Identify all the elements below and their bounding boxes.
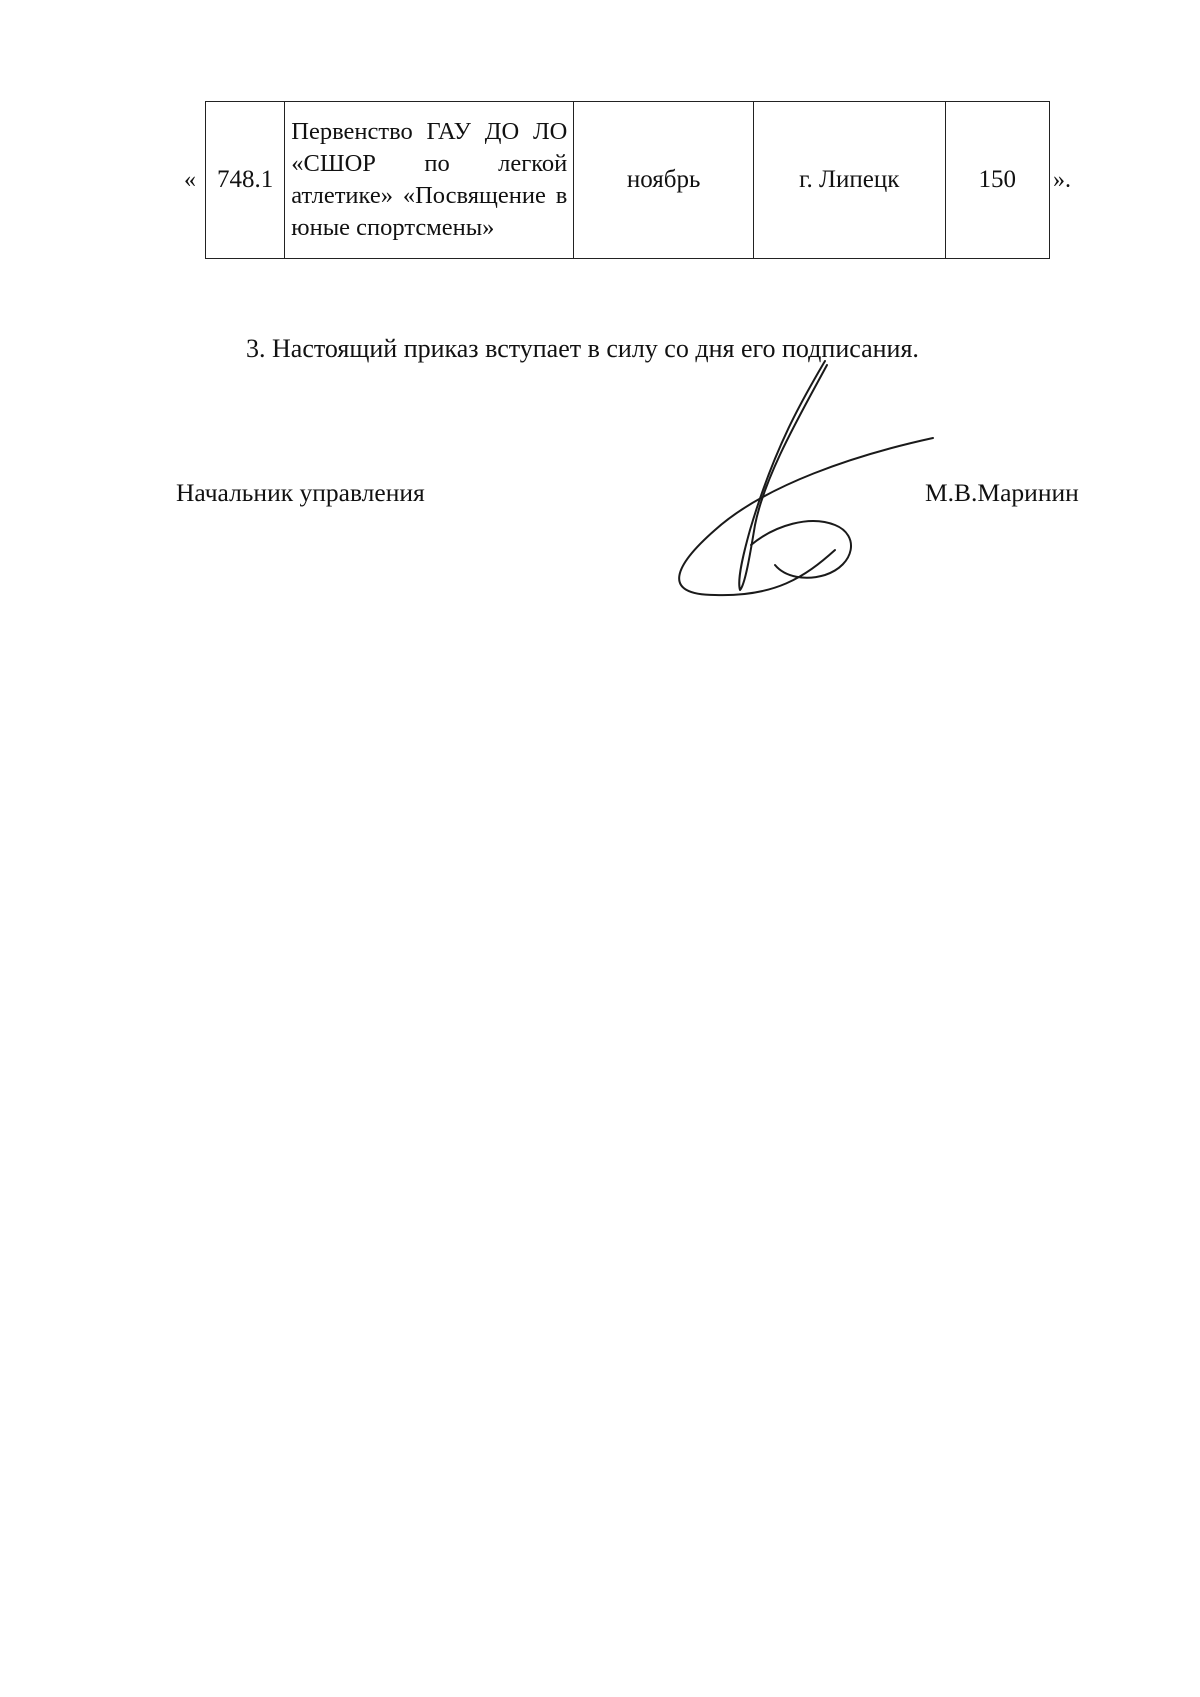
cell-number: 748.1: [206, 102, 285, 259]
cell-participants: 150: [945, 102, 1049, 259]
cell-place: г. Липецк: [753, 102, 945, 259]
table-open-quote: «: [184, 167, 196, 193]
cell-month: ноябрь: [574, 102, 754, 259]
cell-event: Первенство ГАУ ДО ЛО «СШОР по легкой атлетике» «Посвящение в юные спортсмены»: [285, 102, 574, 259]
handwritten-signature-icon: [655, 355, 955, 605]
signatory-name: М.В.Маринин: [925, 478, 1079, 507]
table-close-quote: ».: [1053, 167, 1071, 193]
events-table: [205, 101, 1050, 259]
table-row: [206, 102, 1050, 259]
signatory-position: Начальник управления: [176, 478, 425, 507]
clause-3: 3. Настоящий приказ вступает в силу со дня его подписания.: [246, 334, 919, 363]
